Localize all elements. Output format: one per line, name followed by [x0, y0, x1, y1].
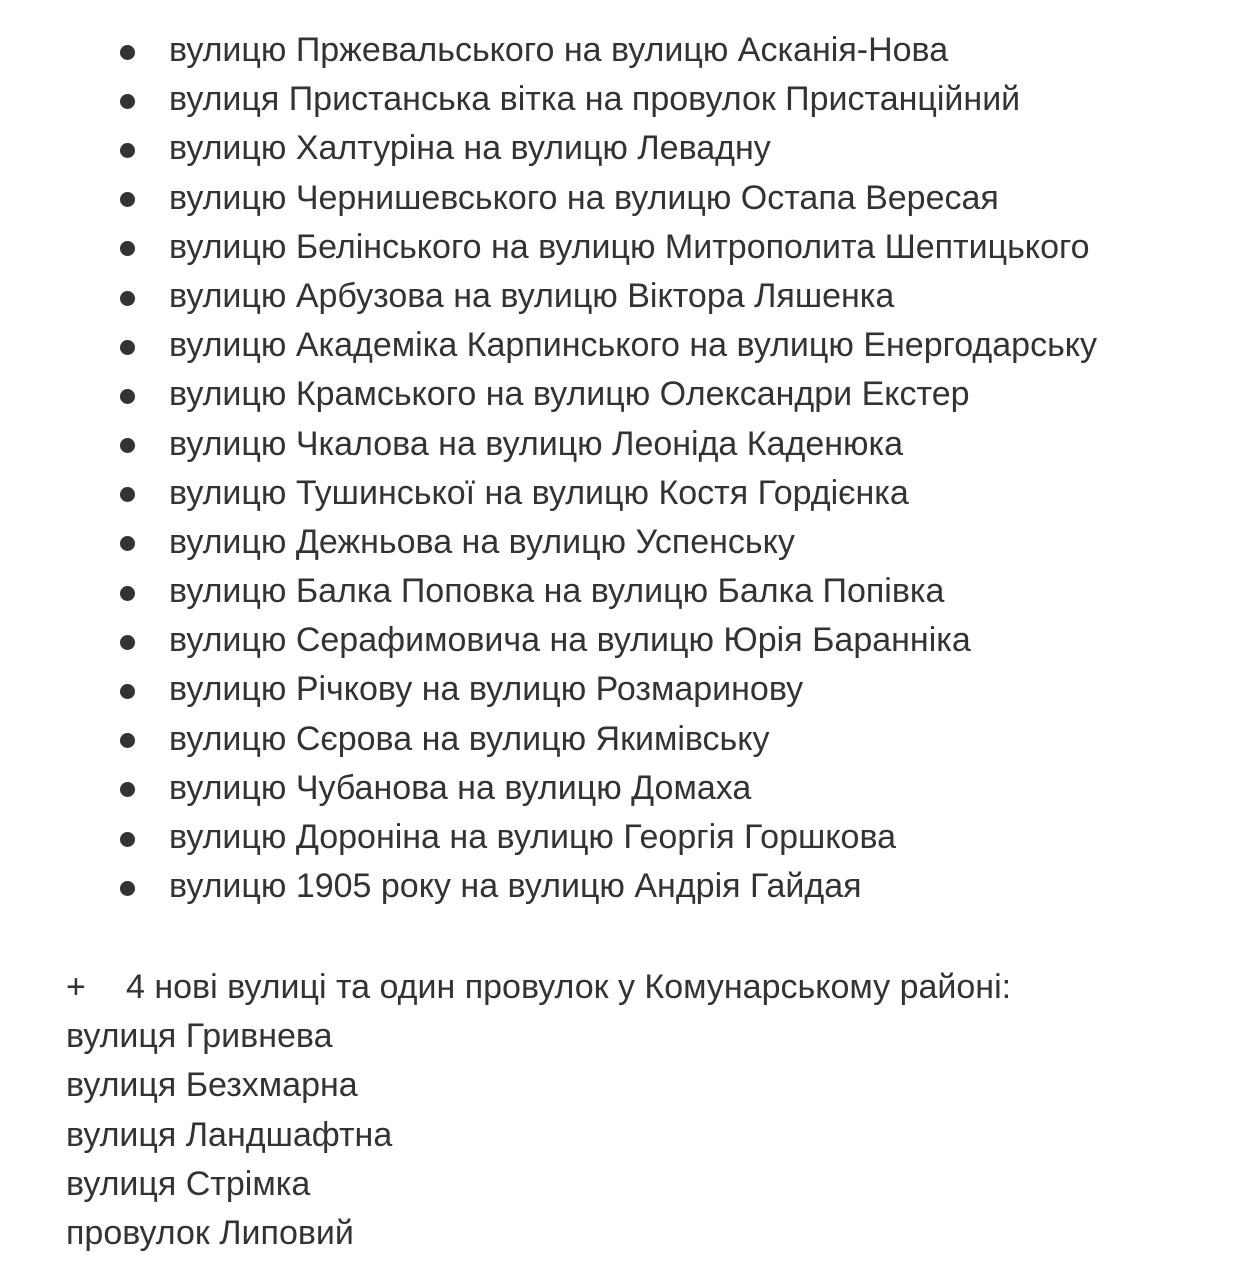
- bullet-icon: [120, 881, 135, 896]
- list-item-text: вулицю Дежньова на вулицю Успенську: [169, 522, 795, 561]
- list-item: [0, 321, 1097, 370]
- list-item-text: вулицю Чубанова на вулицю Домаха: [169, 768, 752, 807]
- bullet-icon: [120, 832, 135, 847]
- bullet-icon: [120, 635, 135, 650]
- list-item: [0, 420, 1097, 469]
- list-item-text: вулицю Пржевальського на вулицю Асканія-Нова: [169, 31, 949, 69]
- bullet-icon: [120, 192, 135, 207]
- list-item-text: вулицю Чернишевського на вулицю Остапа Вересая: [169, 178, 999, 217]
- list-item: [0, 75, 1097, 124]
- bullet-icon: [120, 389, 135, 404]
- list-item-text: вулиця Пристанська вітка на провулок Пристанційний: [169, 80, 1021, 119]
- list-item: [0, 764, 1097, 813]
- bullet-icon: [120, 586, 135, 601]
- bullet-icon: [120, 536, 135, 551]
- list-item: [0, 272, 1097, 321]
- list-item: [0, 715, 1097, 764]
- bullet-icon: [120, 438, 135, 453]
- bullet-icon: [120, 143, 135, 158]
- list-item-text: вулицю 1905 року на вулицю Андрія Гайдая: [169, 867, 862, 906]
- list-item-text: вулицю Річкову на вулицю Розмаринову: [169, 670, 804, 709]
- list-item-text: вулицю Серафимовича на вулицю Юрія Баранніка: [169, 621, 971, 660]
- list-item-text: вулицю Тушинської на вулицю Костя Гордієнка: [169, 473, 909, 512]
- new-streets-list: [66, 1012, 1011, 1258]
- list-item: вулиця Безхмарна: [66, 1066, 358, 1105]
- list-item: [0, 469, 1097, 518]
- bullet-icon: [120, 94, 135, 109]
- list-item-text: вулицю Дороніна на вулицю Георгія Горшкова: [169, 818, 897, 856]
- list-item: [0, 124, 1097, 173]
- list-item-text: вулицю Крамського на вулицю Олександри Екстер: [169, 375, 970, 414]
- list-item: [0, 813, 1097, 862]
- list-item: [0, 223, 1097, 272]
- bullet-icon: [120, 733, 135, 748]
- list-item: [0, 616, 1097, 665]
- list-item-text: вулицю Чкалова на вулицю Леоніда Каденюка: [169, 424, 904, 463]
- list-item-text: вулицю Халтуріна на вулицю Левадну: [169, 129, 771, 168]
- list-item: вулиця Гривнева: [66, 1017, 333, 1056]
- plus-icon: +: [66, 968, 86, 1006]
- list-item-text: вулицю Балка Поповка на вулицю Балка Попівка: [169, 572, 945, 611]
- list-item: провулок Липовий: [66, 1213, 354, 1252]
- new-streets-header: [66, 963, 1011, 1012]
- bullet-icon: [120, 340, 135, 355]
- bullet-icon: [120, 487, 135, 502]
- new-streets-section: [66, 963, 1011, 1258]
- list-item: [0, 174, 1097, 223]
- bullet-icon: [120, 45, 135, 60]
- bullet-icon: [120, 291, 135, 306]
- list-item-text: вулицю Сєрова на вулицю Якимівську: [169, 719, 770, 758]
- list-item: [0, 370, 1097, 419]
- list-item: [0, 26, 1097, 75]
- list-item: [0, 665, 1097, 714]
- list-item-text: вулицю Белінського на вулицю Митрополита Шептицького: [169, 227, 1090, 266]
- renames-list: [0, 26, 1097, 911]
- bullet-icon: [120, 241, 135, 256]
- bullet-icon: [120, 684, 135, 699]
- list-item-text: вулицю Арбузова на вулицю Віктора Ляшенка: [169, 276, 895, 315]
- list-item: [0, 567, 1097, 616]
- new-streets-header-text: 4 нові вулиці та один провулок у Комунарському районі:: [126, 968, 1012, 1006]
- bullet-icon: [120, 782, 135, 797]
- list-item: вулиця Ландшафтна: [66, 1115, 393, 1154]
- list-item-text: вулицю Академіка Карпинського на вулицю Енергодарську: [169, 326, 1098, 365]
- list-item: [0, 862, 1097, 911]
- list-item: [0, 518, 1097, 567]
- list-item: вулиця Стрімка: [66, 1164, 311, 1203]
